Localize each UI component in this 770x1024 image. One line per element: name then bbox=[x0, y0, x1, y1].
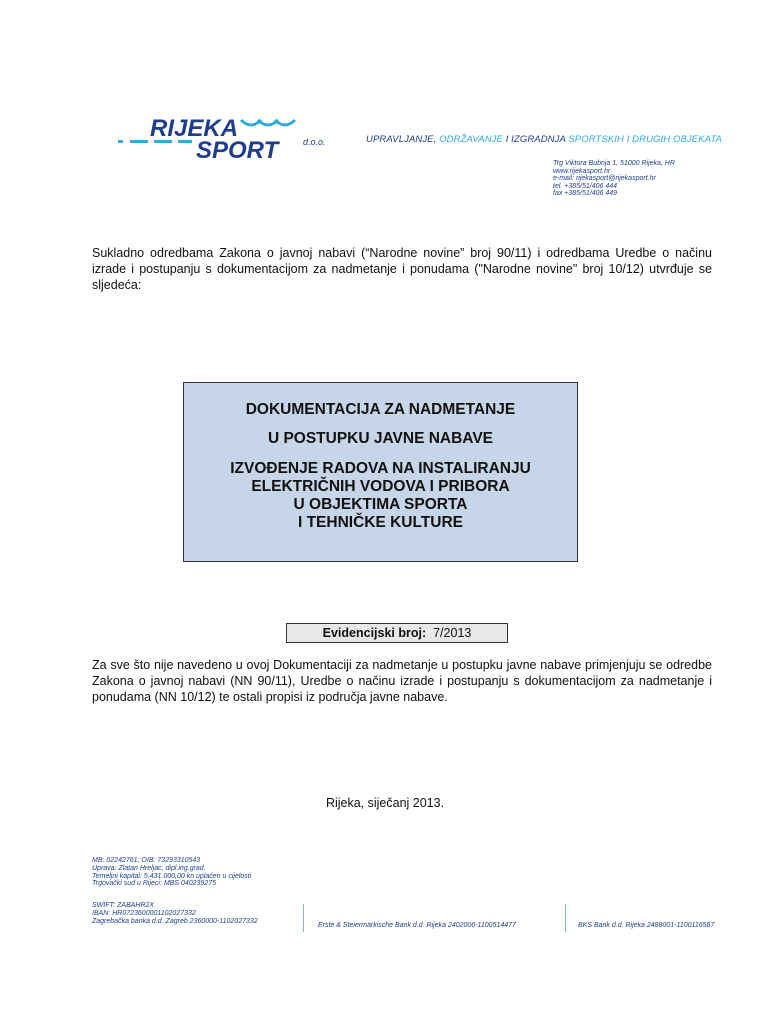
footer-swift: SWIFT: ZABAHR2X bbox=[92, 902, 155, 909]
footer-management: Uprava: Zlatan Hreljac, dipl.ing.grad. bbox=[92, 864, 206, 872]
title-line-6: I TEHNIČKE KULTURE bbox=[297, 514, 464, 531]
tagline-part-2: ODRŽAVANJE bbox=[439, 134, 503, 145]
footer-bank-zaba bbox=[92, 902, 258, 925]
contact-address: Trg Viktora Bubnja 1, 51000 Rijeka, HR bbox=[553, 160, 675, 167]
footer-court: Trgovački sud u Rijeci: MBS 040239275 bbox=[92, 880, 216, 888]
document-title-box bbox=[183, 382, 578, 562]
footer-divider bbox=[565, 904, 566, 932]
evidence-value: 7/2013 bbox=[433, 626, 472, 640]
footer-bank-bks: BKS Bank d.d. Rijeka 2488001-1100116587 bbox=[578, 922, 715, 929]
footer-registration: MB: 02242761; OIB: 73293310543 bbox=[92, 857, 201, 864]
footer-capital: Temeljni kapital: 5.431.000,00 kn uplaćen u cijelosti bbox=[92, 872, 252, 880]
evidence-number-box bbox=[286, 623, 508, 643]
logo-text-rijeka: RIJEKA bbox=[150, 115, 239, 142]
footer-bank-erste: Erste & Steiermärkische Bank d.d. Rijeka 2402006-1100514477 bbox=[318, 922, 516, 929]
title-line-1: DOKUMENTACIJA ZA NADMETANJE bbox=[245, 401, 516, 418]
contact-website[interactable]: www.rijekasport.hr bbox=[553, 167, 611, 175]
footer-zaba-account: Zagrebačka banka d.d. Zagreb 2360000-1102027332 bbox=[92, 917, 258, 925]
evidence-label: Evidencijski broj: bbox=[322, 626, 427, 640]
footer-company-info bbox=[92, 857, 251, 888]
title-line-2: U POSTUPKU JAVNE NABAVE bbox=[267, 430, 494, 447]
footer-iban: IBAN: HR0723600001102027332 bbox=[92, 909, 196, 917]
applicable-law-paragraph: Za sve što nije navedeno u ovoj Dokumentaciji za nadmetanje u postupku javne nabave primjenjuju se odredbe Zakona o javnoj nabavi (NN 90/11), Uredbe o načinu izrade i postupanju s dokumentacijom za nadmetanje i ponudama (NN 10/12) te ostali propisi iz područja javne nabave. bbox=[92, 658, 712, 704]
footer-divider bbox=[303, 904, 304, 932]
tagline-part-4: SPORTSKIH I DRUGIH OBJEKATA bbox=[568, 134, 722, 145]
contact-email[interactable]: e-mail: rijekasport@rijekasport.hr bbox=[553, 175, 656, 183]
place-date: Rijeka, siječanj 2013. bbox=[325, 796, 445, 810]
intro-paragraph: Sukladno odredbama Zakona o javnoj nabavi (“Narodne novine” broj 90/11) i odredbama Uredbe o načinu izrade i postupanju s dokumentacijom za nadmetanje i ponudama ("Narodne novine" broj 10/12) utvrđuje se sljedeća: bbox=[92, 246, 712, 292]
title-subject bbox=[184, 460, 577, 532]
contact-fax: fax +385/51/406 449 bbox=[553, 190, 618, 198]
logo-text-sport: SPORT bbox=[196, 137, 279, 162]
contact-block bbox=[553, 160, 675, 198]
title-line-5: U OBJEKTIMA SPORTA bbox=[293, 496, 468, 513]
title-line-3: IZVOĐENJE RADOVA NA INSTALIRANJU bbox=[230, 460, 531, 477]
tagline-part-1: UPRAVLJANJE, bbox=[366, 134, 437, 145]
company-tagline bbox=[366, 134, 722, 145]
tagline-part-3: I IZGRADNJA bbox=[505, 134, 566, 145]
title-line-4: ELEKTRIČNIH VODOVA I PRIBORA bbox=[251, 478, 510, 495]
logo-suffix: d.o.o. bbox=[303, 137, 326, 147]
contact-phone: tel. +385/51/406 444 bbox=[553, 182, 618, 190]
